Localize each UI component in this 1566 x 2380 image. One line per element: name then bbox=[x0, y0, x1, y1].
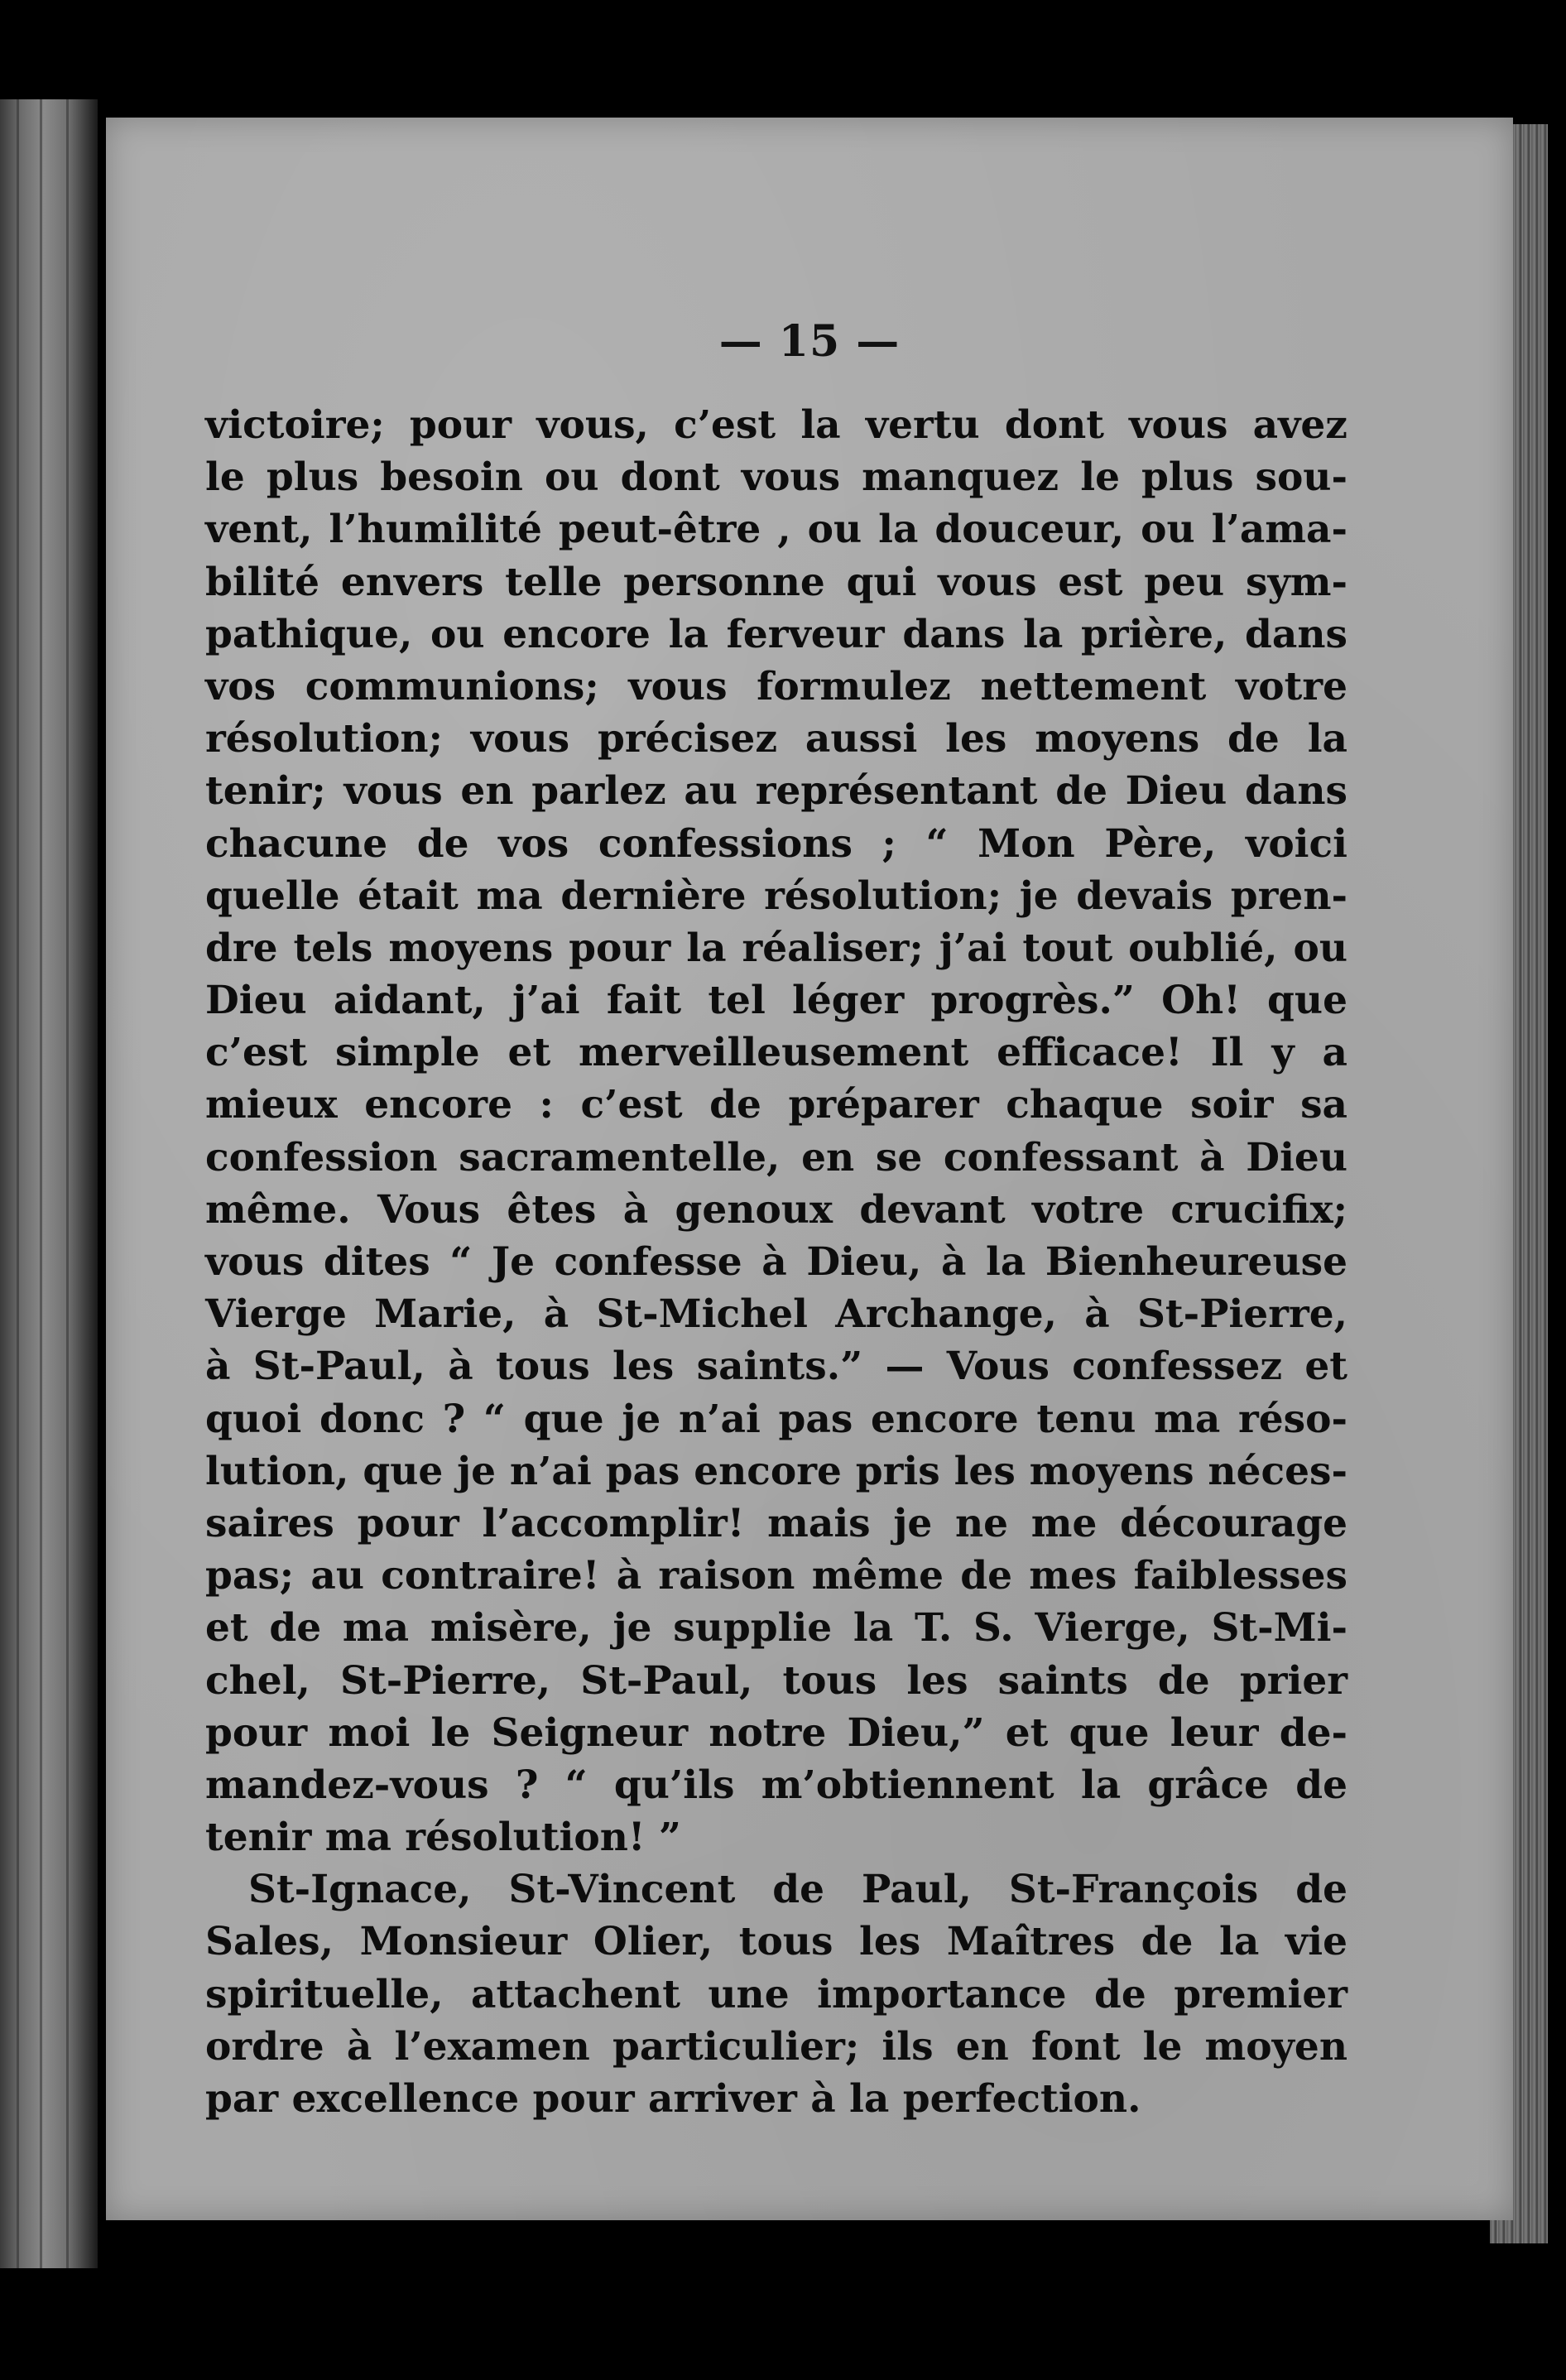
text-line: et de ma misère, je supplie la T. S. Vierge, St-Mi- bbox=[205, 1605, 1347, 1652]
page-number: — 15 — bbox=[718, 316, 901, 367]
text-line: c’est simple et merveilleusement efficace! Il y a bbox=[205, 1030, 1347, 1076]
book-left-edge bbox=[0, 99, 98, 2268]
text-line: vent, l’humilité peut-être , ou la douceur, ou l’ama- bbox=[205, 507, 1347, 553]
text-line: spirituelle, attachent une importance de premier bbox=[205, 1971, 1347, 2017]
text-line: chel, St-Pierre, St-Paul, tous les saints de prier bbox=[205, 1657, 1347, 1704]
text-line: ordre à l’examen particulier; ils en font le moyen bbox=[205, 2023, 1347, 2070]
text-line: mandez-vous ? “ qu’ils m’obtiennent la grâce de bbox=[205, 1762, 1347, 1808]
text-line: mieux encore : c’est de préparer chaque soir sa bbox=[205, 1082, 1347, 1128]
text-line: tenir ma résolution! ” bbox=[205, 1815, 681, 1861]
text-line: pour moi le Seigneur notre Dieu,” et que leur de- bbox=[205, 1709, 1347, 1756]
text-line: bilité envers telle personne qui vous est peu sym- bbox=[205, 559, 1347, 605]
text-line: même. Vous êtes à genoux devant votre crucifix; bbox=[205, 1186, 1347, 1233]
text-line: résolution; vous précisez aussi les moyens de la bbox=[205, 716, 1347, 762]
text-line: chacune de vos confessions ; “ Mon Père, voici bbox=[205, 820, 1347, 867]
text-line: pathique, ou encore la ferveur dans la prière, dans bbox=[205, 611, 1347, 657]
text-line: le plus besoin ou dont vous manquez le plus sou- bbox=[205, 454, 1347, 501]
text-line: St-Ignace, St-Vincent de Paul, St-François de bbox=[248, 1867, 1347, 1913]
text-line: pas; au contraire! à raison même de mes faiblesses bbox=[205, 1553, 1347, 1599]
text-line: dre tels moyens pour la réaliser; j’ai tout oublié, ou bbox=[205, 925, 1347, 971]
paragraph-2 bbox=[205, 1863, 1347, 2125]
text-line: Vierge Marie, à St-Michel Archange, à St-Pierre, bbox=[205, 1291, 1347, 1338]
text-line: vos communions; vous formulez nettement votre bbox=[205, 663, 1347, 709]
page-text bbox=[205, 399, 1347, 2125]
text-line: victoire; pour vous, c’est la vertu dont vous avez bbox=[205, 402, 1347, 448]
text-line: par excellence pour arriver à la perfection. bbox=[205, 2076, 1141, 2122]
text-line: quoi donc ? “ que je n’ai pas encore tenu ma réso- bbox=[205, 1396, 1347, 1442]
text-line: lution, que je n’ai pas encore pris les moyens néces- bbox=[205, 1448, 1347, 1494]
text-line: confession sacramentelle, en se confessant à Dieu bbox=[205, 1134, 1347, 1180]
text-line: saires pour l’accomplir! mais je ne me décourage bbox=[205, 1500, 1347, 1546]
book-page bbox=[106, 118, 1513, 2220]
text-line: Sales, Monsieur Olier, tous les Maîtres de la vie bbox=[205, 1919, 1347, 1965]
paragraph-1 bbox=[205, 399, 1347, 1863]
text-line: tenir; vous en parlez au représentant de Dieu dans bbox=[205, 768, 1347, 815]
text-line: vous dites “ Je confesse à Dieu, à la Bienheureuse bbox=[205, 1239, 1347, 1285]
text-line: à St-Paul, à tous les saints.” — Vous confessez et bbox=[205, 1344, 1347, 1390]
text-line: quelle était ma dernière résolution; je devais pren- bbox=[205, 873, 1347, 919]
text-line: Dieu aidant, j’ai fait tel léger progrès.” Oh! que bbox=[205, 978, 1347, 1024]
